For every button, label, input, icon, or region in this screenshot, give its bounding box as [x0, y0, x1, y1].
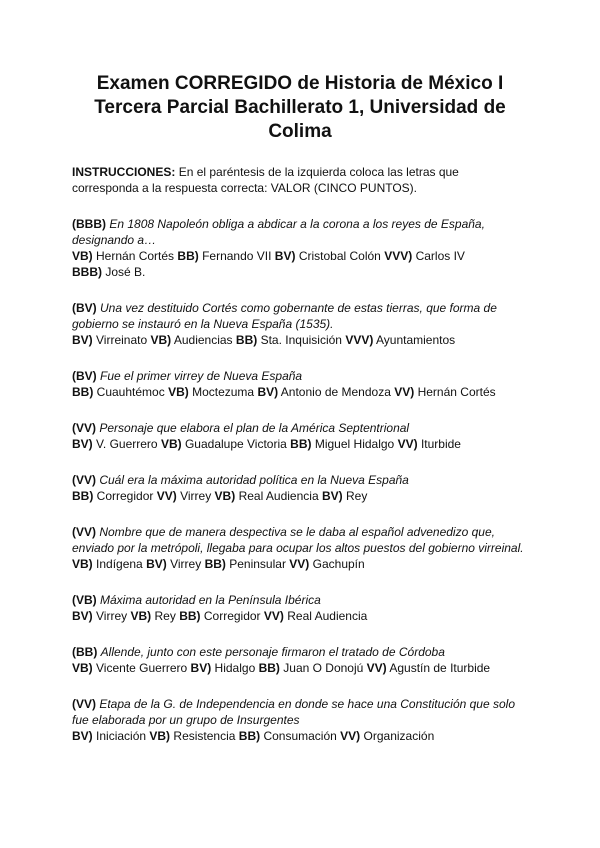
options-line [72, 488, 528, 504]
option-key: BB) [72, 385, 94, 399]
question-block [72, 368, 528, 400]
option-text: Iturbide [420, 437, 461, 451]
option-key: VB) [149, 729, 171, 743]
question-text: Una vez destituido Cortés como gobernante de estas tierras, que forma de gobierno se instauró en la Nueva España (1535). [72, 301, 497, 331]
options-line [72, 384, 528, 400]
answer-code: (VV) [72, 697, 96, 711]
option-key: BV) [72, 729, 93, 743]
option-text: Virrey [96, 609, 128, 623]
option-text: Resistencia [173, 729, 236, 743]
question-block [72, 420, 528, 452]
option-text: Agustín de Iturbide [389, 661, 491, 675]
option-key: VB) [160, 437, 182, 451]
question-line [72, 644, 528, 660]
answer-code: (VV) [72, 421, 96, 435]
option-key: VB) [150, 333, 172, 347]
options-line [72, 332, 528, 348]
question-line [72, 368, 528, 384]
question-line [72, 472, 528, 488]
option-text: Hernán Cortés [417, 385, 496, 399]
option-text: Ayuntamientos [376, 333, 456, 347]
answer-code: (BV) [72, 369, 97, 383]
option-key: BBB) [72, 265, 102, 279]
question-line [72, 696, 528, 728]
option-text: Cuauhtémoc [96, 385, 165, 399]
options-line [72, 248, 528, 264]
option-text: Cristobal Colón [298, 249, 381, 263]
option-key: VV) [366, 661, 387, 675]
option-text: Rey [345, 489, 368, 503]
option-key: VVV) [384, 249, 413, 263]
option-key: VB) [130, 609, 152, 623]
instructions-label: INSTRUCCIONES: [72, 165, 176, 179]
option-text: Corregidor [203, 609, 261, 623]
options-line [72, 264, 528, 280]
option-text: V. Guerrero [96, 437, 158, 451]
option-key: BV) [274, 249, 296, 263]
answer-code: (VV) [72, 473, 96, 487]
option-key: BV) [72, 609, 93, 623]
question-list [72, 216, 528, 744]
title-line: Tercera Parcial Bachillerato 1, Universidad de [94, 97, 506, 118]
option-text: Iniciación [96, 729, 147, 743]
option-key: VV) [156, 489, 177, 503]
option-text: Peninsular [229, 557, 286, 571]
option-key: VV) [397, 437, 418, 451]
options-line [72, 728, 528, 744]
option-key: BB) [258, 661, 280, 675]
option-key: VB) [72, 661, 93, 675]
question-block [72, 472, 528, 504]
instructions [72, 164, 528, 196]
question-text: En 1808 Napoleón obliga a abdicar a la corona a los reyes de España, designando a… [72, 217, 485, 247]
question-text: Cuál era la máxima autoridad política en la Nueva España [99, 473, 409, 487]
option-key: VV) [394, 385, 415, 399]
question-block [72, 644, 528, 676]
question-text: Personaje que elabora el plan de la América Septentrional [99, 421, 410, 435]
question-block [72, 300, 528, 348]
option-key: BV) [190, 661, 212, 675]
option-key: VV) [289, 557, 310, 571]
option-key: BV) [72, 333, 93, 347]
option-text: Hidalgo [214, 661, 256, 675]
answer-code: (VB) [72, 593, 97, 607]
option-text: Antonio de Mendoza [280, 385, 391, 399]
option-key: BB) [290, 437, 312, 451]
options-line [72, 556, 528, 572]
option-key: VB) [214, 489, 236, 503]
answer-code: (VV) [72, 525, 96, 539]
option-text: Virreinato [96, 333, 148, 347]
options-line [72, 608, 528, 624]
question-line [72, 524, 528, 556]
option-text: Gachupín [312, 557, 365, 571]
option-text: Virrey [180, 489, 212, 503]
option-key: BB) [204, 557, 226, 571]
option-key: BB) [238, 729, 261, 743]
question-text: Máxima autoridad en la Península Ibérica [100, 593, 321, 607]
option-text: Miguel Hidalgo [314, 437, 395, 451]
option-text: Rey [154, 609, 176, 623]
option-key: BB) [179, 609, 201, 623]
question-block [72, 696, 528, 744]
answer-code: (BV) [72, 301, 97, 315]
option-key: VB) [168, 385, 189, 399]
options-line [72, 660, 528, 676]
option-text: Juan O Donojú [283, 661, 364, 675]
option-key: BV) [146, 557, 167, 571]
option-text: José B. [105, 265, 146, 279]
option-key: VB) [72, 557, 93, 571]
question-line [72, 300, 528, 332]
option-text: Carlos IV [415, 249, 465, 263]
option-key: VB) [72, 249, 93, 263]
options-line [72, 436, 528, 452]
question-text: Allende, junto con este personaje firmaron el tratado de Córdoba [100, 645, 445, 659]
exam-title [72, 0, 528, 144]
option-text: Virrey [170, 557, 202, 571]
question-line [72, 592, 528, 608]
question-text: Nombre que de manera despectiva se le daba al español advenedizo que, enviado por la metrópoli, llegaba para ocupar los altos puestos del gobierno virreinal. [72, 525, 524, 555]
option-text: Real Audiencia [287, 609, 368, 623]
option-key: BV) [321, 489, 343, 503]
answer-code: (BB) [72, 645, 98, 659]
option-key: BB) [235, 333, 258, 347]
question-line [72, 216, 528, 248]
question-block [72, 592, 528, 624]
option-text: Organización [363, 729, 435, 743]
option-text: Vicente Guerrero [96, 661, 188, 675]
option-text: Sta. Inquisición [260, 333, 342, 347]
option-key: BB) [72, 489, 94, 503]
option-text: Moctezuma [192, 385, 255, 399]
option-key: BV) [72, 437, 93, 451]
option-key: VV) [340, 729, 361, 743]
question-text: Etapa de la G. de Independencia en donde se hace una Constitución que solo fue elaborada por un grupo de Insurgentes [72, 697, 515, 727]
title-line: Colima [268, 121, 332, 142]
option-key: VV) [263, 609, 284, 623]
option-text: Indígena [96, 557, 143, 571]
option-key: BV) [257, 385, 279, 399]
option-text: Guadalupe Victoria [184, 437, 287, 451]
option-text: Audiencias [173, 333, 233, 347]
question-line [72, 420, 528, 436]
question-text: Fue el primer virrey de Nueva España [100, 369, 303, 383]
option-text: Corregidor [96, 489, 154, 503]
question-block [72, 216, 528, 280]
instructions-text: En el paréntesis de la izquierda coloca las letras que corresponda a la respuesta correcta: VALOR (CINCO PUNTOS). [72, 165, 459, 195]
option-text: Real Audiencia [238, 489, 319, 503]
question-block [72, 524, 528, 572]
option-text: Consumación [263, 729, 337, 743]
option-text: Hernán Cortés [96, 249, 175, 263]
answer-code: (BBB) [72, 217, 106, 231]
option-text: Fernando VII [202, 249, 272, 263]
title-line: Examen CORREGIDO de Historia de México I [96, 73, 504, 94]
option-key: VVV) [345, 333, 374, 347]
option-key: BB) [177, 249, 199, 263]
